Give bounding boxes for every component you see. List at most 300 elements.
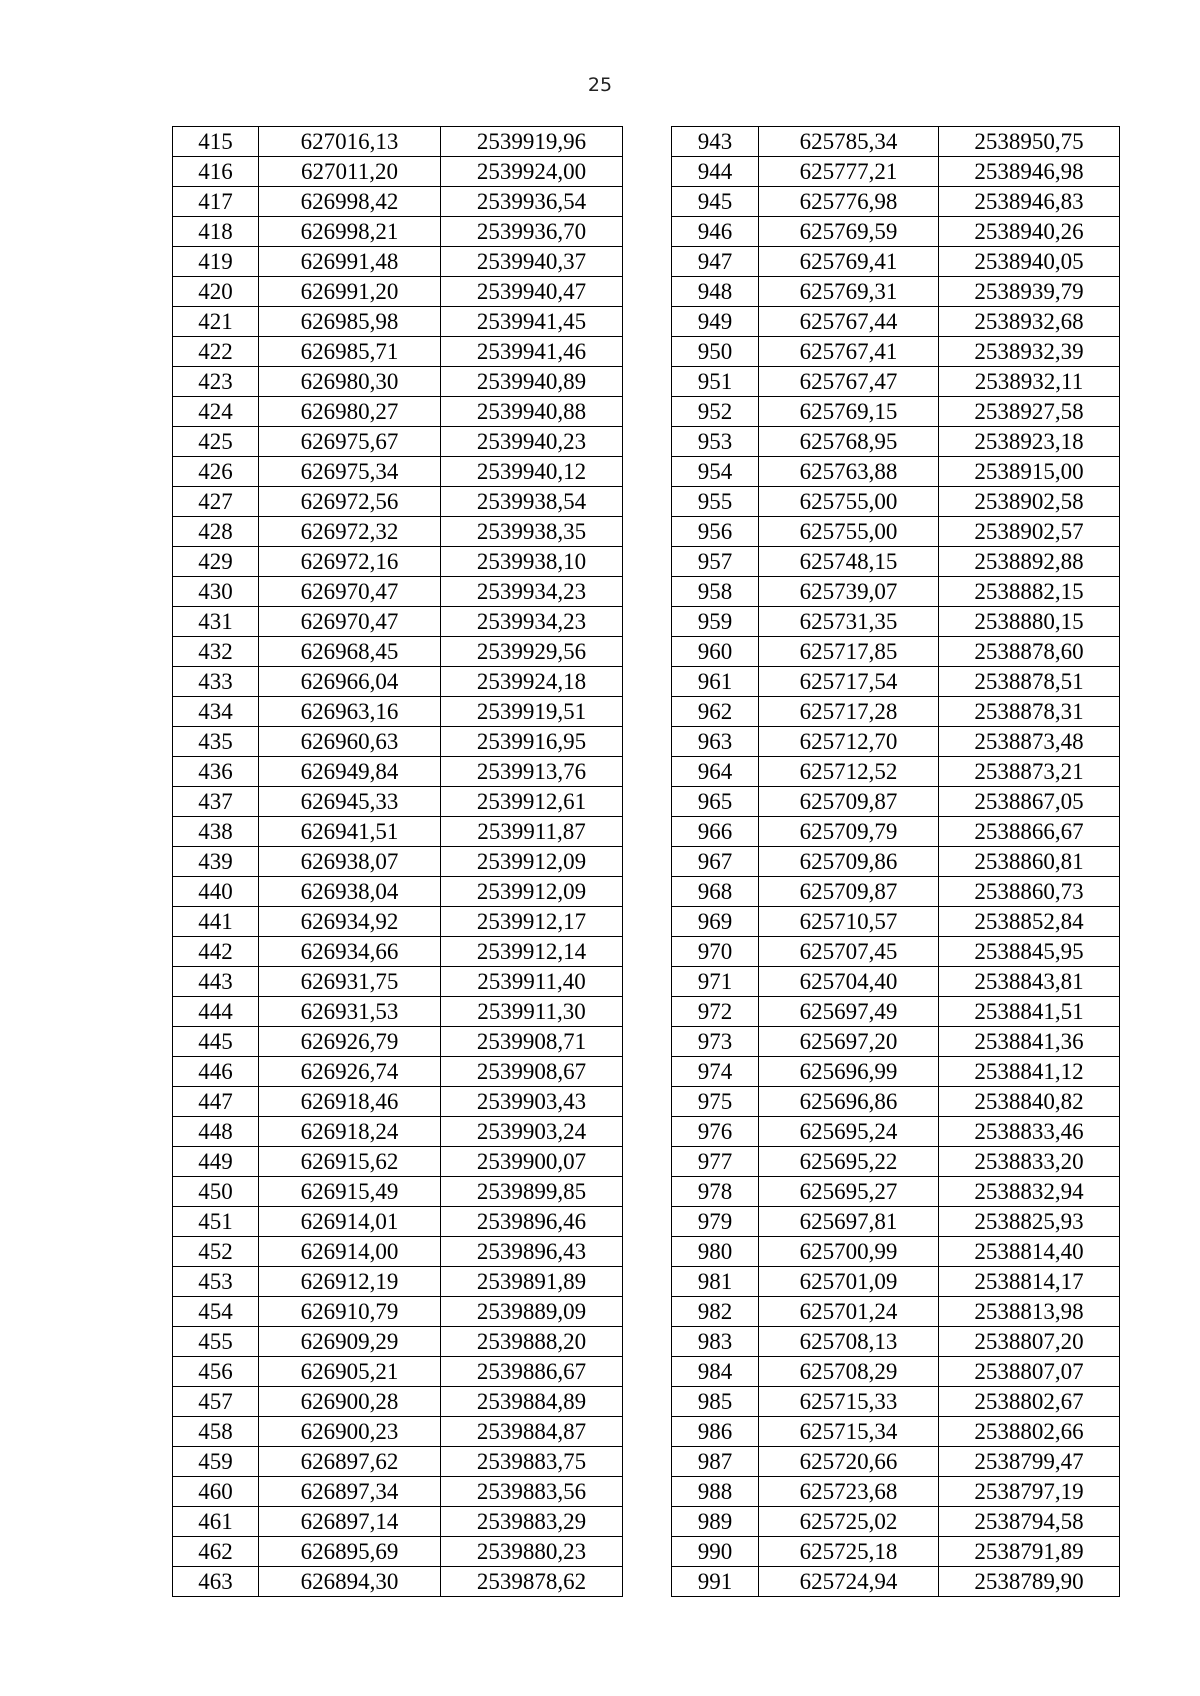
left-coord-y-cell: 2539940,47 [441,277,623,307]
table-row [173,1387,1120,1417]
left-coord-y-cell: 2539940,37 [441,247,623,277]
right-coord-y-cell: 2538867,05 [939,787,1120,817]
left-coord-x-cell: 626991,20 [259,277,441,307]
left-coord-y-cell: 2539911,30 [441,997,623,1027]
column-gap [623,787,672,817]
right-point-number-cell: 991 [672,1567,759,1597]
right-coord-y-cell: 2538852,84 [939,907,1120,937]
left-coord-x-cell: 626972,16 [259,547,441,577]
left-point-number-cell: 458 [173,1417,259,1447]
left-coord-y-cell: 2539936,54 [441,187,623,217]
right-coord-y-cell: 2538902,57 [939,517,1120,547]
left-point-number-cell: 423 [173,367,259,397]
table-row [173,937,1120,967]
table-row [173,397,1120,427]
right-coord-x-cell: 625731,35 [759,607,939,637]
right-point-number-cell: 948 [672,277,759,307]
right-coord-y-cell: 2538932,68 [939,307,1120,337]
column-gap [623,1297,672,1327]
right-coord-y-cell: 2538878,31 [939,697,1120,727]
left-point-number-cell: 448 [173,1117,259,1147]
right-coord-x-cell: 625748,15 [759,547,939,577]
right-coord-y-cell: 2538799,47 [939,1447,1120,1477]
left-point-number-cell: 426 [173,457,259,487]
left-coord-x-cell: 626934,92 [259,907,441,937]
right-coord-y-cell: 2538813,98 [939,1297,1120,1327]
right-coord-y-cell: 2538802,67 [939,1387,1120,1417]
right-point-number-cell: 989 [672,1507,759,1537]
left-coord-y-cell: 2539912,61 [441,787,623,817]
right-coord-x-cell: 625709,87 [759,787,939,817]
left-coord-y-cell: 2539938,10 [441,547,623,577]
right-coord-x-cell: 625723,68 [759,1477,939,1507]
left-coord-x-cell: 626931,53 [259,997,441,1027]
right-coord-x-cell: 625720,66 [759,1447,939,1477]
left-coord-x-cell: 626897,34 [259,1477,441,1507]
right-coord-x-cell: 625767,47 [759,367,939,397]
right-point-number-cell: 955 [672,487,759,517]
right-coord-y-cell: 2538841,36 [939,1027,1120,1057]
left-coord-x-cell: 626905,21 [259,1357,441,1387]
left-coord-y-cell: 2539884,87 [441,1417,623,1447]
column-gap [623,637,672,667]
left-coord-x-cell: 626914,01 [259,1207,441,1237]
left-coord-y-cell: 2539934,23 [441,607,623,637]
left-point-number-cell: 459 [173,1447,259,1477]
left-coord-x-cell: 626972,56 [259,487,441,517]
left-point-number-cell: 417 [173,187,259,217]
right-point-number-cell: 965 [672,787,759,817]
right-coord-x-cell: 625696,99 [759,1057,939,1087]
table-row [173,217,1120,247]
left-point-number-cell: 424 [173,397,259,427]
table-row [173,247,1120,277]
column-gap [623,1117,672,1147]
table-row [173,1207,1120,1237]
column-gap [623,937,672,967]
left-point-number-cell: 445 [173,1027,259,1057]
column-gap [623,337,672,367]
table-row [173,637,1120,667]
left-coord-x-cell: 626915,49 [259,1177,441,1207]
right-point-number-cell: 962 [672,697,759,727]
left-coord-x-cell: 626991,48 [259,247,441,277]
column-gap [623,757,672,787]
right-point-number-cell: 977 [672,1147,759,1177]
table-row [173,817,1120,847]
left-point-number-cell: 451 [173,1207,259,1237]
column-gap [623,967,672,997]
right-coord-x-cell: 625709,87 [759,877,939,907]
right-coord-y-cell: 2538946,83 [939,187,1120,217]
left-coord-y-cell: 2539883,56 [441,1477,623,1507]
table-row [173,607,1120,637]
right-coord-y-cell: 2538902,58 [939,487,1120,517]
right-coord-x-cell: 625712,52 [759,757,939,787]
table-row [173,667,1120,697]
right-coord-x-cell: 625701,09 [759,1267,939,1297]
right-coord-y-cell: 2538802,66 [939,1417,1120,1447]
left-point-number-cell: 437 [173,787,259,817]
right-point-number-cell: 947 [672,247,759,277]
right-coord-y-cell: 2538825,93 [939,1207,1120,1237]
right-point-number-cell: 984 [672,1357,759,1387]
left-coord-x-cell: 626918,46 [259,1087,441,1117]
table-row [173,967,1120,997]
left-coord-y-cell: 2539936,70 [441,217,623,247]
left-coord-y-cell: 2539912,09 [441,877,623,907]
right-coord-y-cell: 2538939,79 [939,277,1120,307]
left-coord-y-cell: 2539940,89 [441,367,623,397]
left-coord-y-cell: 2539911,40 [441,967,623,997]
left-point-number-cell: 415 [173,127,259,157]
right-point-number-cell: 958 [672,577,759,607]
right-coord-y-cell: 2538807,20 [939,1327,1120,1357]
left-coord-y-cell: 2539878,62 [441,1567,623,1597]
right-coord-x-cell: 625708,13 [759,1327,939,1357]
column-gap [623,607,672,637]
left-coord-x-cell: 626972,32 [259,517,441,547]
left-point-number-cell: 425 [173,427,259,457]
right-point-number-cell: 974 [672,1057,759,1087]
right-coord-x-cell: 625717,28 [759,697,939,727]
left-point-number-cell: 457 [173,1387,259,1417]
left-coord-y-cell: 2539929,56 [441,637,623,667]
left-point-number-cell: 433 [173,667,259,697]
left-coord-y-cell: 2539900,07 [441,1147,623,1177]
right-point-number-cell: 968 [672,877,759,907]
column-gap [623,907,672,937]
column-gap [623,217,672,247]
left-point-number-cell: 432 [173,637,259,667]
right-point-number-cell: 957 [672,547,759,577]
right-coord-y-cell: 2538789,90 [939,1567,1120,1597]
right-point-number-cell: 945 [672,187,759,217]
left-point-number-cell: 442 [173,937,259,967]
column-gap [623,547,672,577]
right-coord-x-cell: 625763,88 [759,457,939,487]
left-coord-y-cell: 2539889,09 [441,1297,623,1327]
right-coord-x-cell: 625697,20 [759,1027,939,1057]
left-coord-x-cell: 626980,27 [259,397,441,427]
table-row [173,1177,1120,1207]
left-coord-x-cell: 626895,69 [259,1537,441,1567]
table-row [173,847,1120,877]
left-coord-y-cell: 2539934,23 [441,577,623,607]
right-coord-y-cell: 2538843,81 [939,967,1120,997]
left-point-number-cell: 441 [173,907,259,937]
left-coord-x-cell: 626938,07 [259,847,441,877]
column-gap [623,1507,672,1537]
left-point-number-cell: 452 [173,1237,259,1267]
page-number: 25 [587,74,613,96]
left-point-number-cell: 450 [173,1177,259,1207]
right-coord-y-cell: 2538873,21 [939,757,1120,787]
left-point-number-cell: 462 [173,1537,259,1567]
table-row [173,1087,1120,1117]
table-row [173,1147,1120,1177]
left-coord-x-cell: 626945,33 [259,787,441,817]
right-coord-x-cell: 625769,59 [759,217,939,247]
column-gap [623,1087,672,1117]
left-coord-y-cell: 2539913,76 [441,757,623,787]
left-point-number-cell: 438 [173,817,259,847]
right-point-number-cell: 952 [672,397,759,427]
left-coord-x-cell: 626934,66 [259,937,441,967]
table-row [173,997,1120,1027]
right-point-number-cell: 949 [672,307,759,337]
right-coord-x-cell: 625701,24 [759,1297,939,1327]
right-point-number-cell: 987 [672,1447,759,1477]
right-coord-x-cell: 625715,33 [759,1387,939,1417]
right-coord-x-cell: 625755,00 [759,487,939,517]
column-gap [623,697,672,727]
left-point-number-cell: 421 [173,307,259,337]
left-coord-x-cell: 626998,42 [259,187,441,217]
column-gap [623,277,672,307]
column-gap [623,1537,672,1567]
right-point-number-cell: 970 [672,937,759,967]
left-point-number-cell: 434 [173,697,259,727]
table-row [173,127,1120,157]
right-point-number-cell: 985 [672,1387,759,1417]
right-coord-y-cell: 2538915,00 [939,457,1120,487]
left-coord-y-cell: 2539896,46 [441,1207,623,1237]
right-point-number-cell: 980 [672,1237,759,1267]
left-coord-x-cell: 626926,74 [259,1057,441,1087]
left-coord-y-cell: 2539903,43 [441,1087,623,1117]
left-coord-y-cell: 2539940,12 [441,457,623,487]
right-point-number-cell: 946 [672,217,759,247]
left-coord-y-cell: 2539884,89 [441,1387,623,1417]
left-point-number-cell: 427 [173,487,259,517]
right-coord-x-cell: 625769,41 [759,247,939,277]
column-gap [623,577,672,607]
left-coord-y-cell: 2539924,00 [441,157,623,187]
left-point-number-cell: 428 [173,517,259,547]
right-coord-y-cell: 2538832,94 [939,1177,1120,1207]
right-coord-y-cell: 2538794,58 [939,1507,1120,1537]
coordinates-table [172,126,1120,1597]
left-coord-x-cell: 626968,45 [259,637,441,667]
left-coord-y-cell: 2539896,43 [441,1237,623,1267]
right-coord-y-cell: 2538791,89 [939,1537,1120,1567]
right-coord-x-cell: 625709,79 [759,817,939,847]
left-point-number-cell: 440 [173,877,259,907]
left-coord-y-cell: 2539940,88 [441,397,623,427]
right-coord-y-cell: 2538841,12 [939,1057,1120,1087]
table-row [173,907,1120,937]
right-coord-x-cell: 625695,24 [759,1117,939,1147]
left-coord-x-cell: 626900,23 [259,1417,441,1447]
right-point-number-cell: 976 [672,1117,759,1147]
left-coord-x-cell: 626910,79 [259,1297,441,1327]
table-row [173,517,1120,547]
column-gap [623,487,672,517]
right-point-number-cell: 978 [672,1177,759,1207]
left-coord-x-cell: 626970,47 [259,577,441,607]
left-point-number-cell: 430 [173,577,259,607]
column-gap [623,727,672,757]
right-coord-y-cell: 2538845,95 [939,937,1120,967]
left-coord-x-cell: 626970,47 [259,607,441,637]
right-point-number-cell: 944 [672,157,759,187]
right-coord-x-cell: 625708,29 [759,1357,939,1387]
table-row [173,187,1120,217]
table-row [173,1117,1120,1147]
left-coord-x-cell: 626931,75 [259,967,441,997]
column-gap [623,367,672,397]
left-coord-x-cell: 626918,24 [259,1117,441,1147]
left-coord-x-cell: 626985,71 [259,337,441,367]
table-row [173,157,1120,187]
left-coord-x-cell: 626985,98 [259,307,441,337]
right-coord-y-cell: 2538833,20 [939,1147,1120,1177]
table-row [173,1027,1120,1057]
column-gap [623,1417,672,1447]
left-coord-x-cell: 627016,13 [259,127,441,157]
right-coord-y-cell: 2538940,26 [939,217,1120,247]
right-coord-x-cell: 625725,18 [759,1537,939,1567]
left-point-number-cell: 443 [173,967,259,997]
right-coord-y-cell: 2538807,07 [939,1357,1120,1387]
left-coord-y-cell: 2539941,46 [441,337,623,367]
left-point-number-cell: 449 [173,1147,259,1177]
right-point-number-cell: 963 [672,727,759,757]
table-row [173,367,1120,397]
left-coord-y-cell: 2539919,51 [441,697,623,727]
right-coord-x-cell: 625767,44 [759,307,939,337]
left-coord-y-cell: 2539888,20 [441,1327,623,1357]
left-coord-y-cell: 2539938,54 [441,487,623,517]
column-gap [623,667,672,697]
left-point-number-cell: 444 [173,997,259,1027]
table-row [173,757,1120,787]
left-coord-y-cell: 2539899,85 [441,1177,623,1207]
right-point-number-cell: 959 [672,607,759,637]
left-coord-x-cell: 626909,29 [259,1327,441,1357]
right-coord-x-cell: 625697,81 [759,1207,939,1237]
table-row [173,487,1120,517]
left-coord-x-cell: 626897,14 [259,1507,441,1537]
left-point-number-cell: 422 [173,337,259,367]
table-row [173,787,1120,817]
right-point-number-cell: 988 [672,1477,759,1507]
left-point-number-cell: 447 [173,1087,259,1117]
right-point-number-cell: 973 [672,1027,759,1057]
right-coord-x-cell: 625700,99 [759,1237,939,1267]
right-coord-y-cell: 2538946,98 [939,157,1120,187]
right-coord-y-cell: 2538932,11 [939,367,1120,397]
right-point-number-cell: 986 [672,1417,759,1447]
right-point-number-cell: 972 [672,997,759,1027]
right-coord-y-cell: 2538950,75 [939,127,1120,157]
left-coord-y-cell: 2539908,67 [441,1057,623,1087]
left-coord-x-cell: 626926,79 [259,1027,441,1057]
right-coord-x-cell: 625695,27 [759,1177,939,1207]
table-row [173,1297,1120,1327]
right-coord-x-cell: 625769,15 [759,397,939,427]
left-coord-x-cell: 626938,04 [259,877,441,907]
left-coord-y-cell: 2539880,23 [441,1537,623,1567]
left-coord-y-cell: 2539912,09 [441,847,623,877]
column-gap [623,127,672,157]
right-point-number-cell: 951 [672,367,759,397]
right-coord-x-cell: 625710,57 [759,907,939,937]
right-coord-y-cell: 2538878,51 [939,667,1120,697]
left-point-number-cell: 455 [173,1327,259,1357]
left-point-number-cell: 453 [173,1267,259,1297]
left-point-number-cell: 461 [173,1507,259,1537]
left-coord-y-cell: 2539938,35 [441,517,623,547]
left-coord-y-cell: 2539903,24 [441,1117,623,1147]
left-point-number-cell: 456 [173,1357,259,1387]
right-point-number-cell: 983 [672,1327,759,1357]
right-coord-x-cell: 625768,95 [759,427,939,457]
column-gap [623,397,672,427]
table-row [173,427,1120,457]
left-coord-x-cell: 627011,20 [259,157,441,187]
column-gap [623,427,672,457]
column-gap [623,157,672,187]
left-coord-y-cell: 2539919,96 [441,127,623,157]
right-point-number-cell: 979 [672,1207,759,1237]
right-coord-x-cell: 625717,54 [759,667,939,697]
table-row [173,1507,1120,1537]
table-row [173,1237,1120,1267]
left-point-number-cell: 419 [173,247,259,277]
left-coord-x-cell: 626998,21 [259,217,441,247]
left-coord-y-cell: 2539908,71 [441,1027,623,1057]
right-coord-y-cell: 2538878,60 [939,637,1120,667]
right-point-number-cell: 956 [672,517,759,547]
column-gap [623,1027,672,1057]
table-row [173,1057,1120,1087]
column-gap [623,1387,672,1417]
right-coord-x-cell: 625767,41 [759,337,939,367]
column-gap [623,1207,672,1237]
right-point-number-cell: 966 [672,817,759,847]
column-gap [623,307,672,337]
left-coord-y-cell: 2539941,45 [441,307,623,337]
table-row [173,1537,1120,1567]
left-coord-y-cell: 2539883,75 [441,1447,623,1477]
right-coord-x-cell: 625769,31 [759,277,939,307]
left-coord-x-cell: 626966,04 [259,667,441,697]
right-point-number-cell: 943 [672,127,759,157]
right-coord-y-cell: 2538860,73 [939,877,1120,907]
right-coord-x-cell: 625755,00 [759,517,939,547]
left-coord-x-cell: 626975,34 [259,457,441,487]
column-gap [623,817,672,847]
table-row [173,1267,1120,1297]
right-coord-x-cell: 625739,07 [759,577,939,607]
right-point-number-cell: 975 [672,1087,759,1117]
table-row [173,1357,1120,1387]
column-gap [623,1237,672,1267]
right-point-number-cell: 969 [672,907,759,937]
left-coord-y-cell: 2539916,95 [441,727,623,757]
left-coord-x-cell: 626912,19 [259,1267,441,1297]
right-coord-y-cell: 2538892,88 [939,547,1120,577]
column-gap [623,247,672,277]
left-coord-x-cell: 626897,62 [259,1447,441,1477]
table-row [173,1447,1120,1477]
table-row [173,1327,1120,1357]
right-coord-y-cell: 2538923,18 [939,427,1120,457]
left-point-number-cell: 439 [173,847,259,877]
right-coord-y-cell: 2538880,15 [939,607,1120,637]
